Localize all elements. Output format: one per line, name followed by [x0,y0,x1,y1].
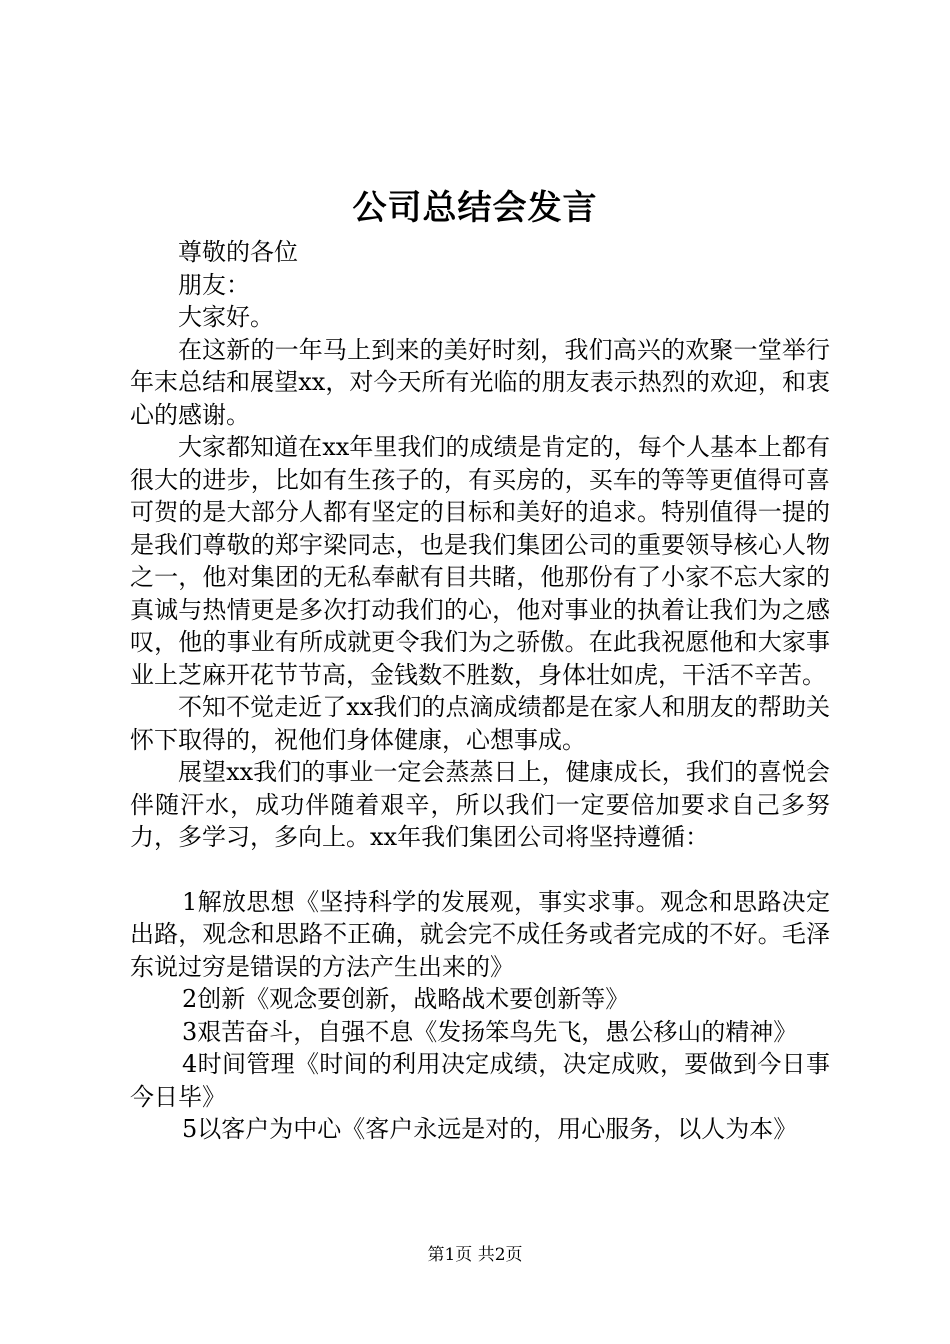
greeting-line: 尊敬的各位 [178,238,298,266]
paragraph: 大家都知道在xx年里我们的成绩是肯定的，每个人基本上都有很大的进步，比如有生孩子的，有买房的，买车的等等更值得可喜可贺的是大部分人都有坚定的目标和美好的追求。特别值得一提的是我们尊敬的郑宇梁同志，也是我们集团公司的重要领导核心人物之一，他对集团的无私奉献有目共睹，他那份有了小家不忘大家的真诚与热情更是多次打动我们的心，他对事业的执着让我们为之感叹，他的事业有所成就更令我们为之骄傲。在此我祝愿他和大家事业上芝麻开花节节高，金钱数不胜数，身体壮如虎，干活不辛苦。 [130,433,830,689]
blank-line [130,854,830,886]
list-item: 5以客户为中心《客户永远是对的，用心服务，以人为本》 [182,1115,798,1143]
list-item: 3艰苦奋斗，自强不息《发扬笨鸟先飞，愚公移山的精神》 [182,1017,798,1046]
paragraph: 不知不觉走近了xx我们的点滴成绩都是在家人和朋友的帮助关怀下取得的，祝他们身体健康，心想事成。 [130,693,830,754]
page-footer: 第1页 共2页 [427,1245,523,1265]
paragraph: 展望xx我们的事业一定会蒸蒸日上，健康成长，我们的喜悦会伴随汗水，成功伴随着艰辛，所以我们一定要倍加要求自己多努力，多学习，多向上。xx年我们集团公司将坚持遵循： [130,758,830,851]
document-title: 公司总结会发言 [352,188,598,228]
greeting-line: 大家好。 [178,303,274,331]
paragraph: 在这新的一年马上到来的美好时刻，我们高兴的欢聚一堂举行年末总结和展望xx，对今天所有光临的朋友表示热烈的欢迎，和衷心的感谢。 [130,335,830,429]
greeting-line: 朋友： [178,270,250,299]
list-item: 1解放思想《坚持科学的发展观，事实求事。观念和思路决定出路，观念和思路不正确，就会完不成任务或者完成的不好。毛泽东说过穷是错误的方法产生出来的》 [130,887,830,981]
document-body [130,236,830,1146]
list-item: 4时间管理《时间的利用决定成绩，决定成败，要做到今日事今日毕》 [130,1050,830,1111]
list-item: 2创新《观念要创新，战略战术要创新等》 [182,985,630,1013]
